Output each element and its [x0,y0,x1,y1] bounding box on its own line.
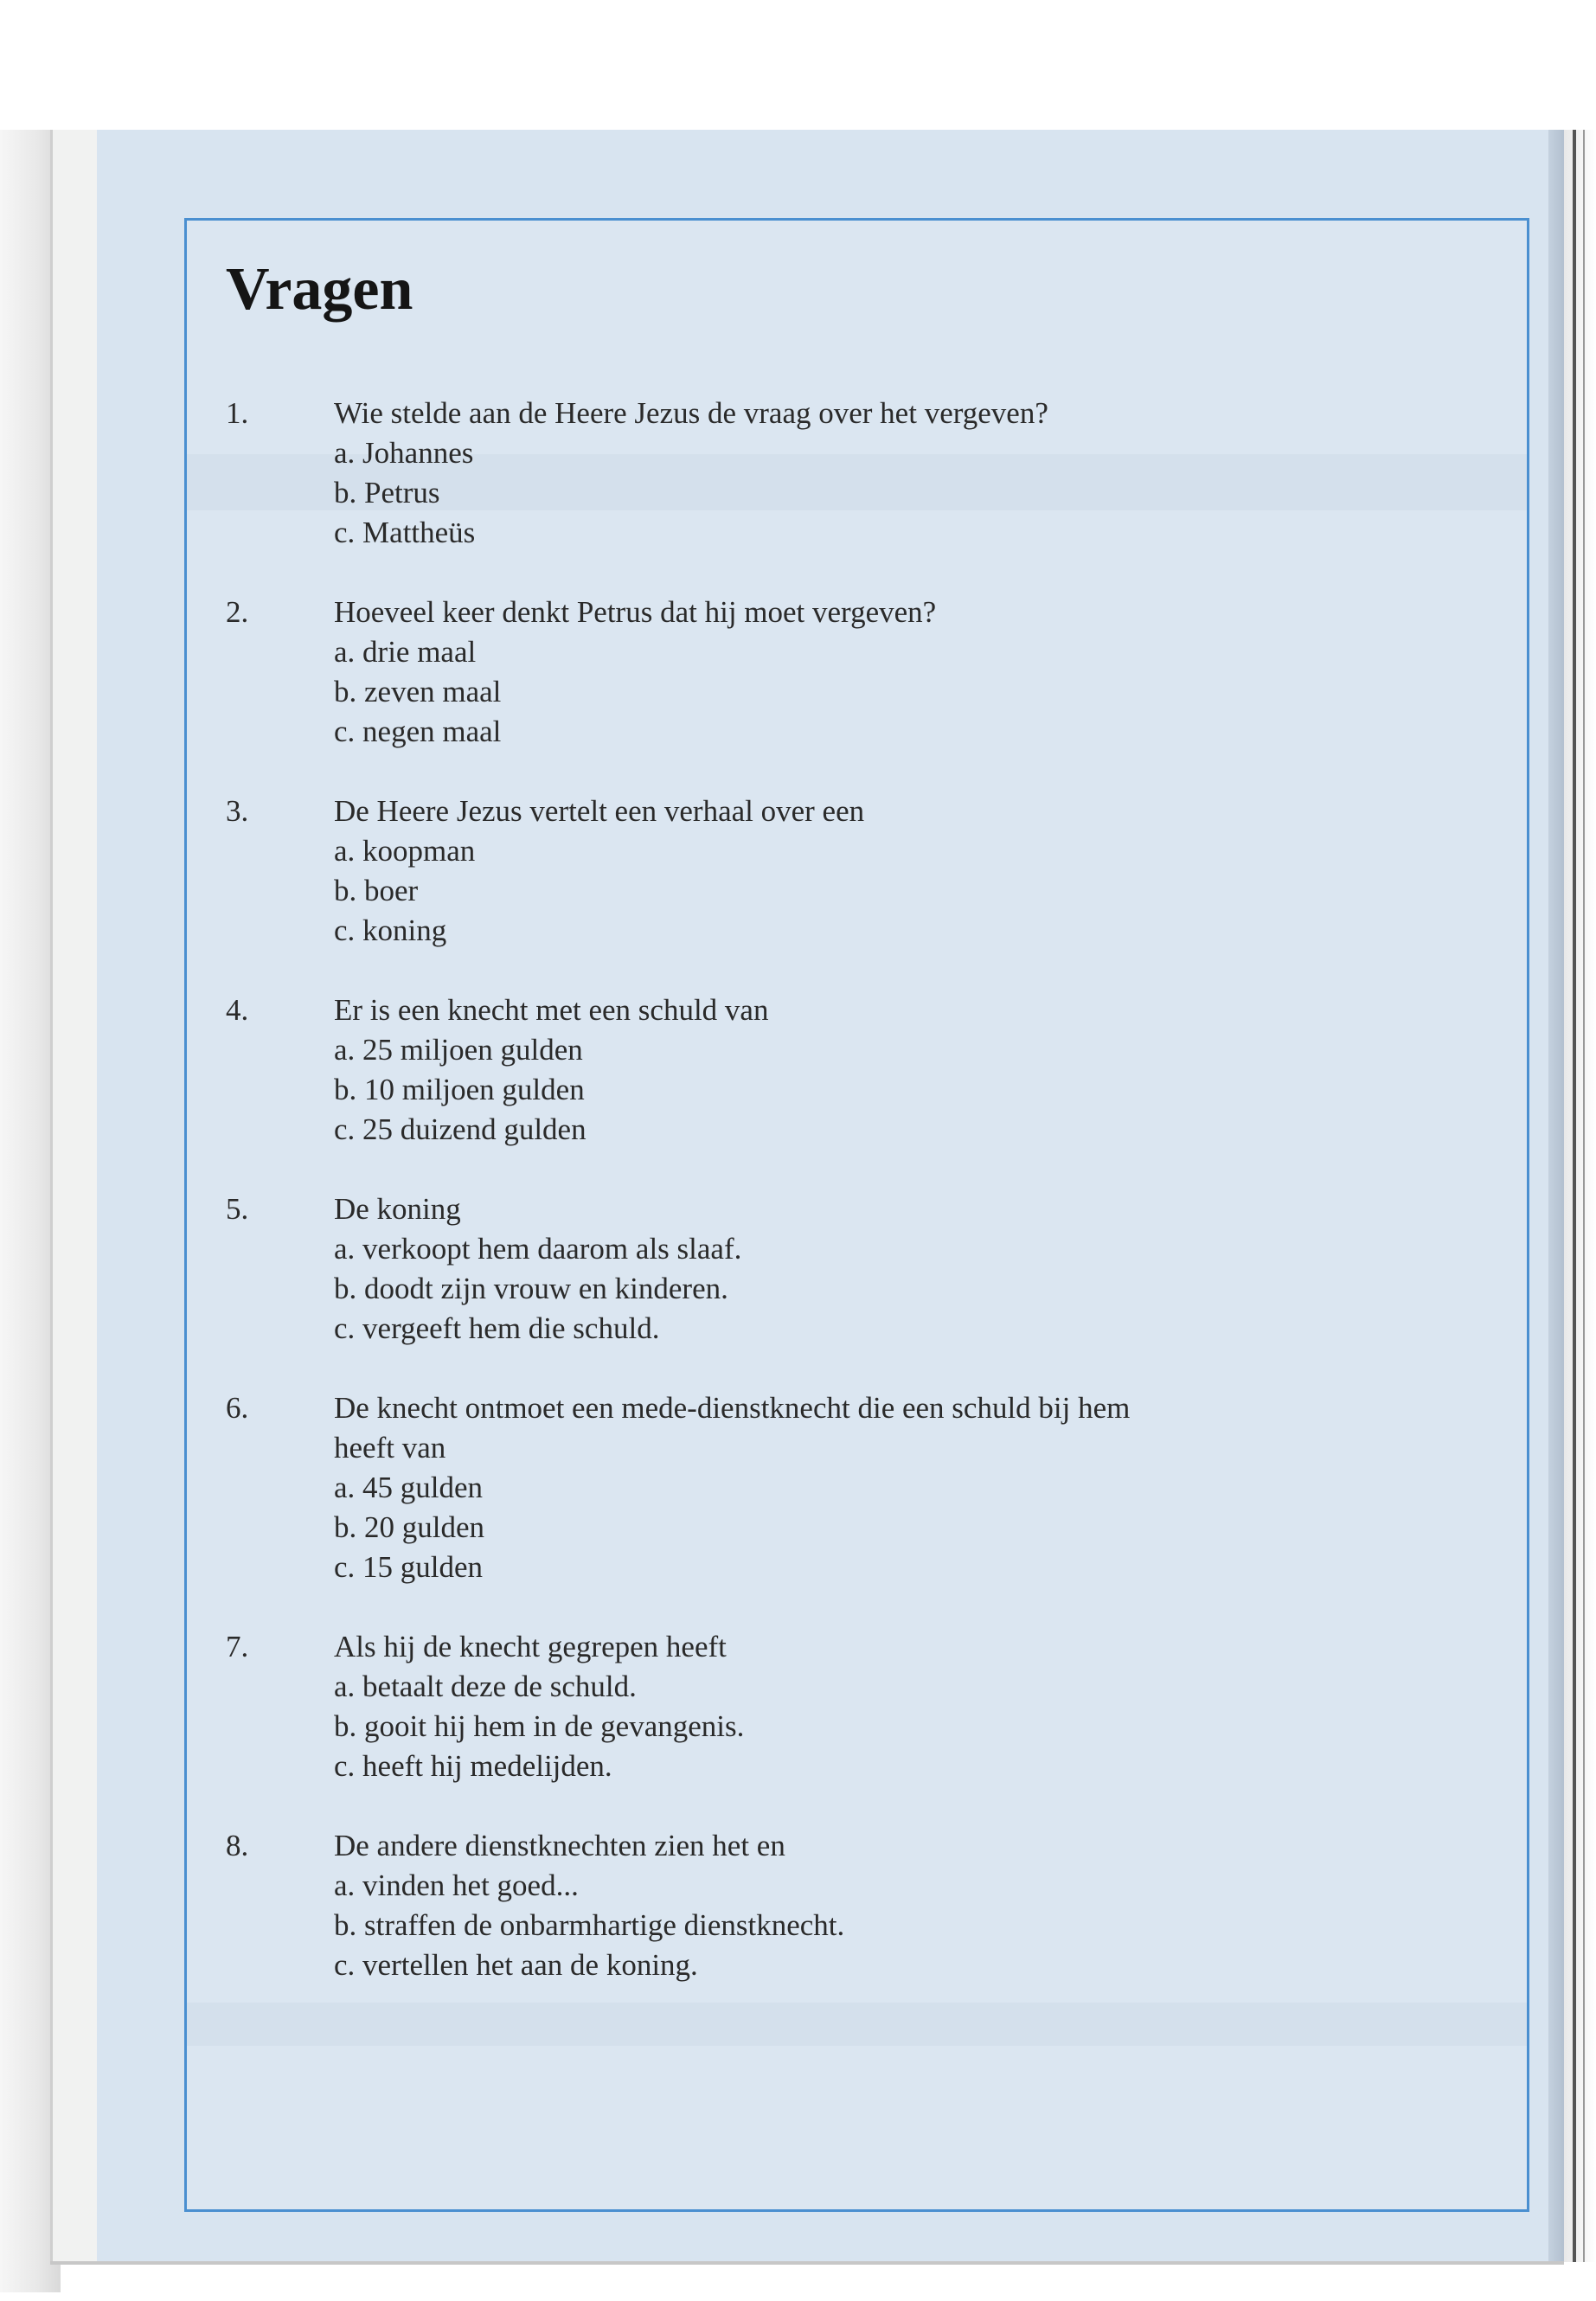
answer-option: a. vinden het goed... [334,1868,579,1902]
question-text: Wie stelde aan de Heere Jezus de vraag over het vergeven? [334,396,1048,430]
answer-option: a. 25 miljoen gulden [334,1033,583,1067]
answer-option: c. Mattheüs [334,516,476,549]
question-number: 1. [226,396,249,430]
question-list [226,394,1437,2025]
page-margin-strip [50,130,103,2262]
answer-option: c. koning [334,913,447,947]
question-item [226,1189,1437,1349]
question-item [226,394,1437,553]
book-spine [1564,130,1596,2262]
answer-option: b. zeven maal [334,675,502,708]
answer-option: c. 25 duizend gulden [334,1112,586,1146]
answer-option: a. drie maal [334,635,477,669]
answer-option: b. gooit hij hem in de gevangenis. [334,1709,745,1743]
question-text: Er is een knecht met een schuld van [334,993,769,1027]
question-number: 2. [226,595,249,629]
answer-option: c. negen maal [334,715,502,748]
question-text: De Heere Jezus vertelt een verhaal over een [334,794,865,828]
question-text: Als hij de knecht gegrepen heeft [334,1630,727,1663]
question-number: 8. [226,1829,249,1862]
question-text: Hoeveel keer denkt Petrus dat hij moet vergeven? [334,595,937,629]
question-text: De andere dienstknechten zien het en [334,1829,785,1862]
answer-option: b. straffen de onbarmhartige dienstknecht. [334,1908,845,1942]
question-item [226,1388,1437,1587]
answer-option: a. koopman [334,834,476,868]
questions-frame [184,218,1529,2212]
answer-option: c. 15 gulden [334,1550,484,1584]
answer-option: b. boer [334,874,419,907]
answer-option: c. heeft hij medelijden. [334,1749,612,1783]
question-number: 7. [226,1630,249,1663]
question-item [226,593,1437,752]
answer-option: c. vertellen het aan de koning. [334,1948,698,1982]
answer-option: a. Johannes [334,436,474,470]
answer-option: b. 10 miljoen gulden [334,1073,585,1106]
answer-option: a. 45 gulden [334,1471,484,1504]
answer-option: c. vergeeft hem die schuld. [334,1311,660,1345]
page-bottom-edge [50,2261,1564,2265]
question-number: 4. [226,993,249,1027]
question-number: 6. [226,1391,249,1425]
answer-option: a. verkoopt hem daarom als slaaf. [334,1232,742,1266]
answer-option: b. Petrus [334,476,440,510]
answer-option: b. 20 gulden [334,1510,485,1544]
page-gutter-shadow [1548,130,1564,2262]
question-text: De knecht ontmoet een mede-dienstknecht die een schuld bij hem heeft van [334,1391,1131,1465]
question-text: De koning [334,1192,461,1226]
question-item [226,1627,1437,1786]
answer-option: a. betaalt deze de schuld. [334,1670,637,1703]
page-title: Vragen [226,256,413,323]
answer-option: b. doodt zijn vrouw en kinderen. [334,1272,728,1305]
question-number: 3. [226,794,249,828]
question-item [226,792,1437,951]
question-number: 5. [226,1192,249,1226]
question-item [226,1826,1437,1985]
question-item [226,990,1437,1150]
